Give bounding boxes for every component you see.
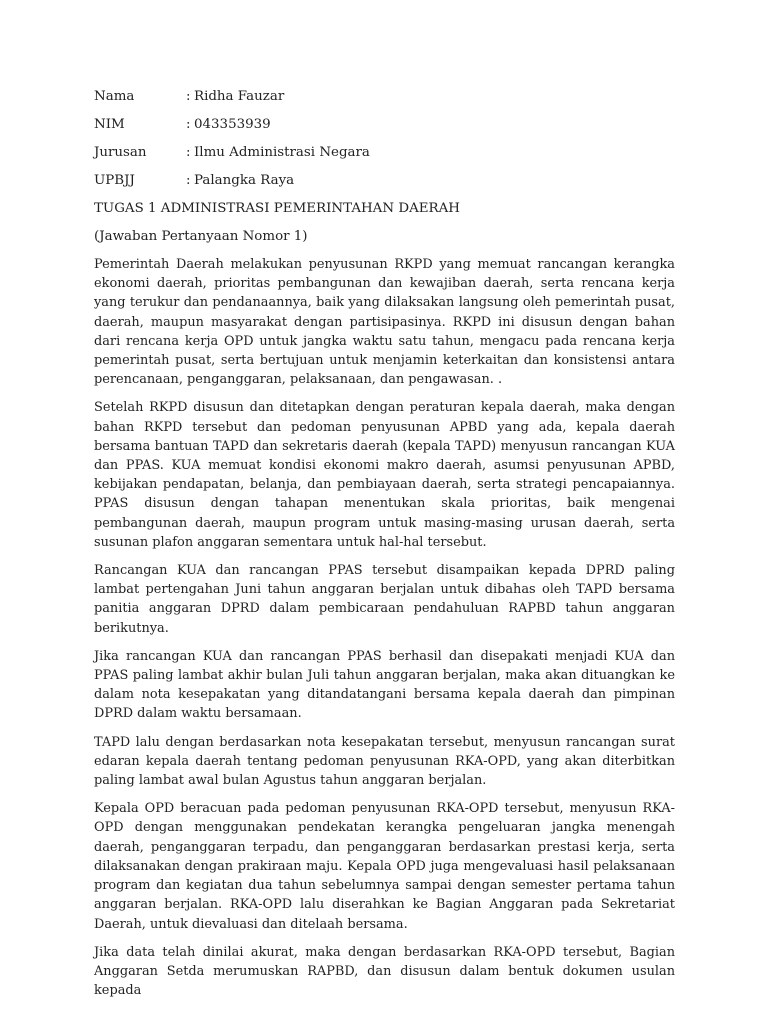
field-label: Nama [94,89,135,104]
field-upbjj [94,171,675,190]
field-separator: : [186,173,191,188]
field-separator: : [186,145,191,160]
field-label: Jurusan [94,145,147,160]
field-value: Palangka Raya [194,173,295,188]
field-jurusan [94,143,675,162]
field-value: Ridha Fauzar [194,89,285,104]
paragraph: Rancangan KUA dan rancangan PPAS tersebut disampaikan kepada DPRD paling lambat pertengahan Juni tahun anggaran berjalan untuk dibahas oleh TAPD bersama panitia anggaran DPRD dalam pembicaraan pendahuluan RAPBD tahun anggaran berikutnya. [94,563,675,636]
paragraph: Jika data telah dinilai akurat, maka dengan berdasarkan RKA-OPD tersebut, Bagian Anggaran Setda merumuskan RAPBD, dan disusun dalam bentuk dokumen usulan kepada [94,944,675,999]
field-value: Ilmu Administrasi Negara [194,145,370,160]
field-label: UPBJJ [94,173,135,188]
field-value: 043353939 [194,117,271,132]
field-separator: : [186,89,191,104]
document-title: TUGAS 1 ADMINISTRASI PEMERINTAHAN DAERAH [94,201,460,216]
paragraph: Jika rancangan KUA dan rancangan PPAS berhasil dan disepakati menjadi KUA dan PPAS paling lambat akhir bulan Juli tahun anggaran berjalan, maka akan dituangkan ke dalam nota kesepakatan yang ditandatangani bersama kepala daerah dan pimpinan DPRD dalam waktu bersamaan. [94,648,675,722]
document-subtitle: (Jawaban Pertanyaan Nomor 1) [94,229,308,244]
document-page [94,87,675,1009]
paragraph: Kepala OPD beracuan pada pedoman penyusunan RKA-OPD tersebut, menyusun RKA-OPD dengan menggunakan pendekatan kerangka pengeluaran jangka menengah daerah, penganggaran terpadu, dan penganggaran berdasarkan prestasi kerja, serta dilaksanakan dengan prakiraan maju. Kepala OPD juga mengevaluasi hasil pelaksanaan program dan kegiatan dua tahun sebelumnya sampai dengan semester pertama tahun anggaran berjalan. RKA-OPD lalu diserahkan ke Bagian Anggaran pada Sekretariat Daerah, untuk dievaluasi dan ditelaah bersama. [94,801,675,932]
paragraph: Setelah RKPD disusun dan ditetapkan dengan peraturan kepala daerah, maka dengan bahan RKPD tersebut dan pedoman penyusunan APBD yang ada, kepala daerah bersama bantuan TAPD dan sekretaris daerah (kepala TAPD) menyusun rancangan KUA dan PPAS. KUA memuat kondisi ekonomi makro daerah, asumsi penyusunan APBD, kebijakan pendapatan, belanja, dan pembiayaan daerah, serta strategi pencapaiannya. PPAS disusun dengan tahapan menentukan skala prioritas, baik mengenai pembangunan daerah, maupun program untuk masing-masing urusan daerah, serta susunan plafon anggaran sementara untuk hal-hal tersebut. [94,400,675,550]
paragraph: TAPD lalu dengan berdasarkan nota kesepakatan tersebut, menyusun rancangan surat edaran kepala daerah tentang pedoman penyusunan RKA-OPD, yang akan diterbitkan paling lambat awal bulan Agustus tahun anggaran berjalan. [94,734,675,789]
paragraph: Pemerintah Daerah melakukan penyusunan RKPD yang memuat rancangan kerangka ekonomi daerah, prioritas pembangunan dan kewajiban daerah, serta rencana kerja yang terukur dan pendanaannya, baik yang dilaksakan langsung oleh pemerintah pusat, daerah, maupun masyarakat dengan partisipasinya. RKPD ini disusun dengan bahan dari rencana kerja OPD untuk jangka waktu satu tahun, mengacu pada rencana kerja pemerintah pusat, serta bertujuan untuk menjamin keterkaitan dan konsistensi antara perencanaan, penganggaran, pelaksanaan, dan pengawasan. . [94,257,675,388]
field-label: NIM [94,117,125,132]
field-nama [94,87,675,106]
field-nim [94,115,675,134]
field-separator: : [186,117,191,132]
